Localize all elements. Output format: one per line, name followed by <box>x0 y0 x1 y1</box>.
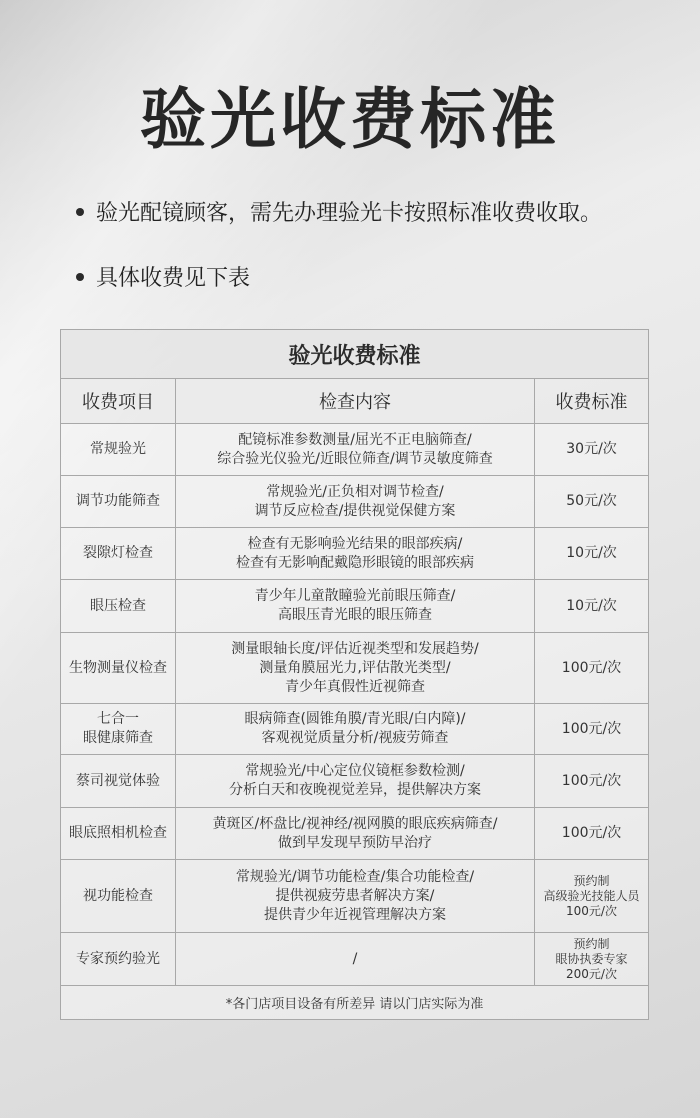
cell-price-line: 预约制 <box>573 873 610 888</box>
cell-item-line: 视功能检查 <box>83 887 153 904</box>
table-row <box>61 755 649 808</box>
cell-item-line: 眼健康筛查 <box>83 730 153 746</box>
cell-item <box>61 704 176 755</box>
cell-price-line: 50元/次 <box>566 493 617 509</box>
page-title: 验光收费标准 <box>140 81 560 158</box>
cell-price <box>535 755 649 808</box>
cell-content-line: 分析白天和夜晚视觉差异，提供解决方案 <box>229 782 481 798</box>
cell-price-line: 高级验光技能人员 <box>543 888 640 903</box>
cell-item-line: 常规验光 <box>90 441 146 457</box>
cell-price <box>535 424 649 476</box>
cell-price-line: 100元/次 <box>561 720 622 737</box>
cell-content <box>176 933 535 986</box>
cell-content-line: 常规验光/正负相对调节检查/ <box>266 483 444 500</box>
cell-content-line: 青少年真假性近视筛查 <box>285 678 425 695</box>
cell-price-line: 30元/次 <box>566 441 617 457</box>
cell-item <box>61 633 176 704</box>
bullet-text: 具体收费见下表 <box>96 266 251 291</box>
table-row <box>61 808 649 860</box>
bullet-dot-icon <box>76 273 84 281</box>
cell-price-line: 眼协执委专家 <box>555 951 628 966</box>
table-row <box>61 476 649 528</box>
cell-item-line: 专家预约验光 <box>76 950 160 967</box>
cell-item <box>61 808 176 860</box>
cell-content-line: 常规验光/调节功能检查/集合功能检查/ <box>235 868 475 885</box>
cell-price-line: 100元/次 <box>561 659 622 676</box>
cell-content-line: 测量眼轴长度/评估近视类型和发展趋势/ <box>231 640 479 657</box>
table-row <box>61 704 649 755</box>
cell-content-line: 检查有无影响配戴隐形眼镜的眼部疾病 <box>236 554 474 571</box>
cell-content-line: 做到早发现早预防早治疗 <box>278 834 432 851</box>
cell-content-line: 眼病筛查(圆锥角膜/青光眼/白内障)/ <box>244 711 466 727</box>
table-row <box>61 860 649 933</box>
cell-item-line: 眼压检查 <box>90 597 146 614</box>
cell-price <box>535 528 649 580</box>
cell-content-line: 测量角膜屈光力,评估散光类型/ <box>259 659 451 676</box>
cell-price-line: 200元/次 <box>566 966 617 981</box>
cell-content-line: 青少年儿童散瞳验光前眼压筛查/ <box>254 588 456 604</box>
cell-content <box>176 633 535 704</box>
cell-price <box>535 704 649 755</box>
cell-price-line: 10元/次 <box>566 597 617 614</box>
fee-table <box>60 329 649 1020</box>
cell-content <box>176 755 535 808</box>
cell-content-line: 检查有无影响验光结果的眼部疾病/ <box>247 535 463 552</box>
cell-item <box>61 424 176 476</box>
cell-item-line: 七合一 <box>97 711 139 727</box>
cell-content-line: 综合验光仪验光/近眼位筛查/调节灵敏度筛查 <box>217 450 493 467</box>
cell-content-line: / <box>352 950 358 967</box>
cell-price-line: 100元/次 <box>561 825 622 841</box>
header-item: 收费项目 <box>61 379 176 424</box>
cell-price <box>535 633 649 704</box>
cell-content <box>176 860 535 933</box>
cell-item <box>61 528 176 580</box>
table-header-row <box>61 379 649 424</box>
cell-item <box>61 580 176 633</box>
cell-content-line: 高眼压青光眼的眼压筛查 <box>278 607 432 623</box>
cell-item <box>61 860 176 933</box>
table-caption: 验光收费标准 <box>61 330 649 379</box>
cell-price <box>535 580 649 633</box>
table-row <box>61 633 649 704</box>
cell-item-line: 蔡司视觉体验 <box>76 772 160 789</box>
table-row <box>61 933 649 986</box>
cell-item-line: 调节功能筛查 <box>76 493 160 509</box>
cell-price-line: 100元/次 <box>566 903 617 918</box>
cell-content <box>176 476 535 528</box>
cell-content-line: 提供视疲劳患者解决方案/ <box>275 887 435 904</box>
bullet-item <box>76 196 602 227</box>
bullet-text: 验光配镜顾客，需先办理验光卡按照标准收费收取。 <box>96 201 603 226</box>
fee-table-container <box>60 329 648 1020</box>
cell-content <box>176 424 535 476</box>
bullet-item <box>76 261 602 292</box>
cell-item-line: 裂隙灯检查 <box>83 545 153 561</box>
cell-content-line: 提供青少年近视管理解决方案 <box>264 906 446 923</box>
cell-content <box>176 808 535 860</box>
cell-content-line: 客观视觉质量分析/视疲劳筛查 <box>261 730 449 746</box>
cell-price-line: 10元/次 <box>566 545 617 561</box>
cell-item-line: 眼底照相机检查 <box>69 825 167 841</box>
table-footnote-row <box>61 986 649 1020</box>
header-price: 收费标准 <box>535 379 649 424</box>
table-footnote: *各门店项目设备有所差异 请以门店实际为准 <box>61 986 649 1020</box>
cell-item-line: 生物测量仪检查 <box>69 659 167 676</box>
cell-price <box>535 860 649 933</box>
cell-price <box>535 933 649 986</box>
cell-content <box>176 704 535 755</box>
cell-content-line: 黄斑区/杯盘比/视神经/视网膜的眼底疾病筛查/ <box>212 815 498 832</box>
cell-price-line: 预约制 <box>573 936 610 951</box>
table-row <box>61 424 649 476</box>
cell-price <box>535 476 649 528</box>
cell-item <box>61 476 176 528</box>
cell-content-line: 常规验光/中心定位仪镜框参数检测/ <box>245 763 465 779</box>
header-content: 检查内容 <box>176 379 535 424</box>
cell-content-line: 配镜标准参数测量/屈光不正电脑筛查/ <box>238 431 472 448</box>
cell-item <box>61 933 176 986</box>
cell-content-line: 调节反应检查/提供视觉保健方案 <box>254 502 456 519</box>
cell-price-line: 100元/次 <box>561 772 622 789</box>
cell-content <box>176 580 535 633</box>
cell-item <box>61 755 176 808</box>
table-row <box>61 528 649 580</box>
cell-price <box>535 808 649 860</box>
bullet-list <box>76 196 602 326</box>
cell-content <box>176 528 535 580</box>
bullet-dot-icon <box>76 208 84 216</box>
table-row <box>61 580 649 633</box>
